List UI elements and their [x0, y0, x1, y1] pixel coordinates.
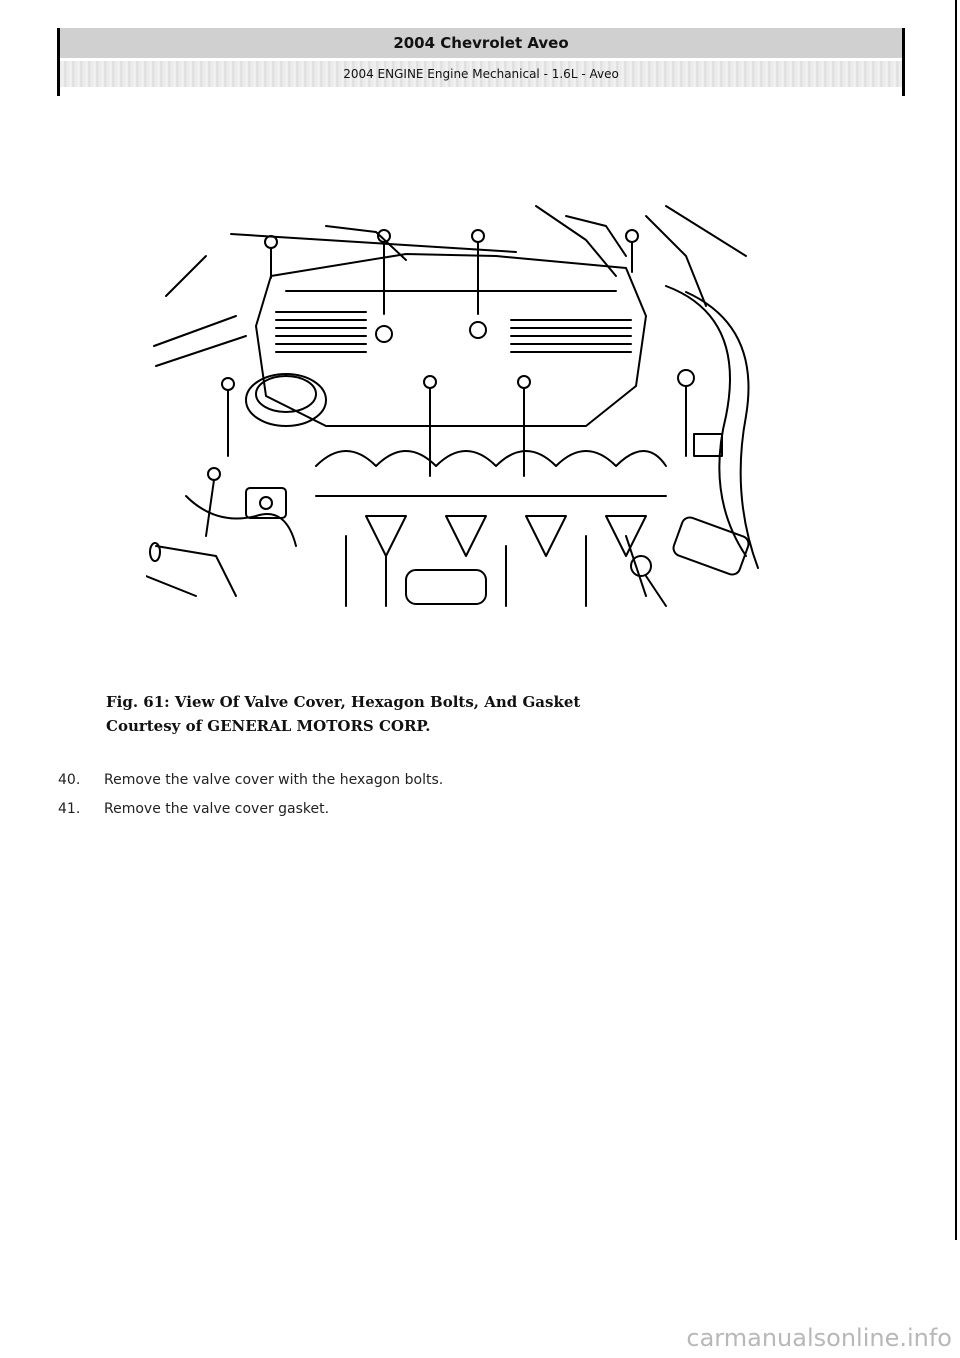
step-text: Remove the valve cover gasket. [104, 801, 330, 817]
list-item [58, 795, 443, 824]
figure-caption [106, 690, 580, 738]
watermark: carmanualsonline.info [686, 1324, 952, 1352]
step-number: 41. [58, 801, 81, 817]
header-title: 2004 Chevrolet Aveo [60, 28, 902, 58]
step-number: 40. [58, 772, 81, 788]
engine-valve-cover-illustration-icon [146, 196, 762, 610]
page-edge-line [955, 0, 957, 1240]
document-header [57, 28, 905, 96]
caption-title: Fig. 61: View Of Valve Cover, Hexagon Bolts, And Gasket [106, 693, 581, 711]
procedure-steps [58, 766, 443, 824]
caption-credit: Courtesy of GENERAL MOTORS CORP. [106, 717, 431, 735]
header-subtitle: 2004 ENGINE Engine Mechanical - 1.6L - Aveo [60, 61, 902, 87]
list-item [58, 766, 443, 795]
step-text: Remove the valve cover with the hexagon bolts. [104, 772, 444, 788]
valve-cover-figure [146, 196, 762, 610]
